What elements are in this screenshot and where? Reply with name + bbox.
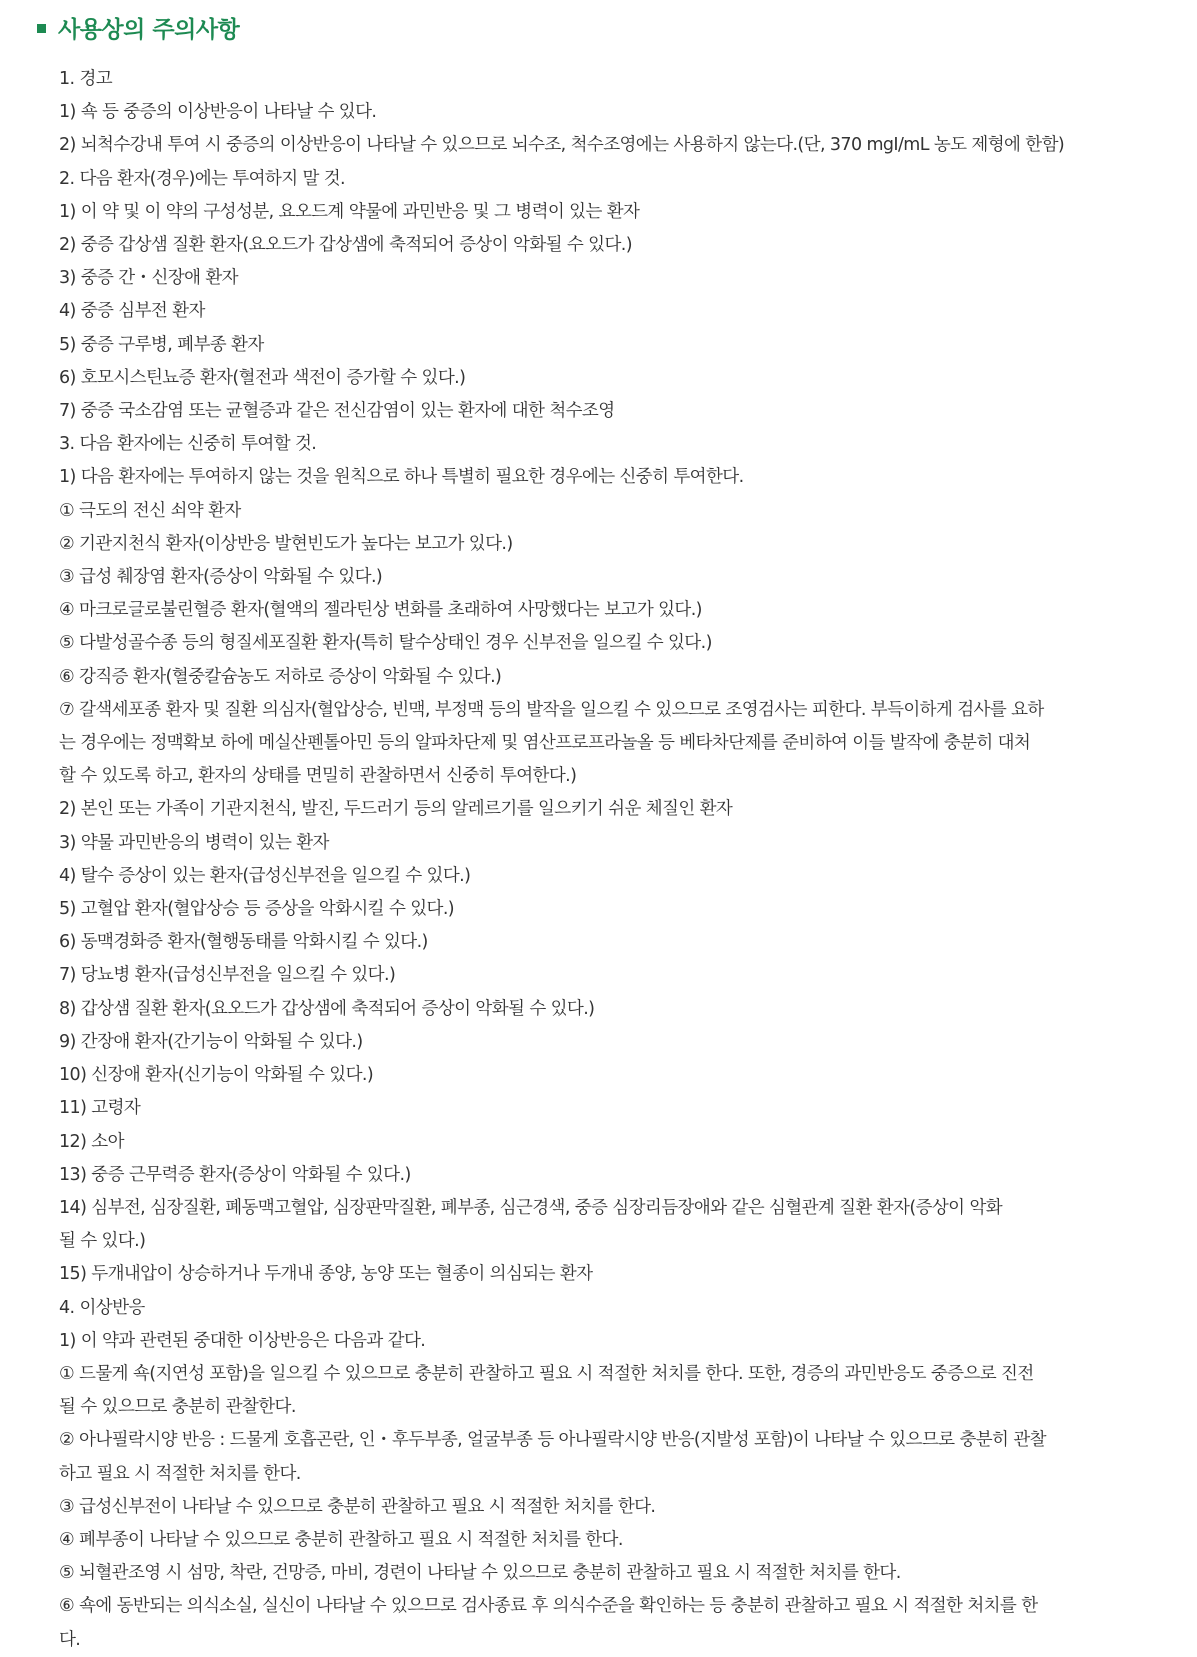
text-line: ③ 급성 췌장염 환자(증상이 악화될 수 있다.): [59, 567, 383, 588]
text-line: 7) 당뇨병 환자(급성신부전을 일으킬 수 있다.): [59, 965, 396, 986]
text-line: 할 수 있도록 하고, 환자의 상태를 면밀히 관찰하면서 신중히 투여한다.): [59, 766, 577, 787]
text-line: ⑦ 갈색세포종 환자 및 질환 의심자(혈압상승, 빈맥, 부정맥 등의 발작을 일으킬 수 있으므로 조영검사는 피한다. 부득이하게 검사를 요하: [59, 699, 1044, 720]
text-line: ⑤ 뇌혈관조영 시 섬망, 착란, 건망증, 마비, 경련이 나타날 수 있으므로 충분히 관찰하고 필요 시 적절한 처치를 한다.: [59, 1563, 901, 1584]
text-line: ⑤ 다발성골수종 등의 형질세포질환 환자(특히 탈수상태인 경우 신부전을 일으킬 수 있다.): [59, 633, 712, 654]
text-line: 11) 고령자: [59, 1098, 141, 1119]
text-line: ⑥ 쇽에 동반되는 의식소실, 실신이 나타날 수 있으므로 검사종료 후 의식수준을 확인하는 등 충분히 관찰하고 필요 시 적절한 처치를 한: [59, 1596, 1038, 1617]
text-line: 1) 다음 환자에는 투여하지 않는 것을 원칙으로 하나 특별히 필요한 경우에는 신중히 투여한다.: [59, 467, 744, 488]
text-line: ① 드물게 쇽(지연성 포함)을 일으킬 수 있으므로 충분히 관찰하고 필요 시 적절한 처치를 한다. 또한, 경증의 과민반응도 중증으로 진전: [59, 1363, 1034, 1384]
text-line: 될 수 있다.): [59, 1231, 146, 1252]
text-line: ② 아나필락시양 반응 : 드물게 호흡곤란, 인・후두부종, 얼굴부종 등 아나필락시양 반응(지발성 포함)이 나타날 수 있으므로 충분히 관찰: [59, 1430, 1046, 1451]
text-line: ④ 폐부종이 나타날 수 있으므로 충분히 관찰하고 필요 시 적절한 처치를 한다.: [59, 1529, 623, 1550]
text-line: 될 수 있으므로 충분히 관찰한다.: [59, 1397, 296, 1418]
text-line: 5) 중증 구루병, 폐부종 환자: [59, 334, 264, 355]
text-line: 는 경우에는 정맥확보 하에 메실산펜톨아민 등의 알파차단제 및 염산프로프라놀올 등 베타차단제를 준비하여 이들 발작에 충분히 대처: [59, 733, 1031, 754]
text-line: 6) 호모시스틴뇨증 환자(혈전과 색전이 증가할 수 있다.): [59, 367, 466, 388]
text-line: 3. 다음 환자에는 신중히 투여할 것.: [59, 434, 317, 455]
text-line: 2) 본인 또는 가족이 기관지천식, 발진, 두드러기 등의 알레르기를 일으키기 쉬운 체질인 환자: [59, 799, 733, 820]
text-line: 다.: [59, 1629, 81, 1650]
text-line: 3) 중증 간・신장애 환자: [59, 268, 238, 289]
text-line: 2) 뇌척수강내 투여 시 중증의 이상반응이 나타날 수 있으므로 뇌수조, 척수조영에는 사용하지 않는다.(단, 370 mgI/mL 농도 제형에 한함): [59, 135, 1065, 156]
text-line: 1) 이 약 및 이 약의 구성성분, 요오드계 약물에 과민반응 및 그 병력이 있는 환자: [59, 201, 640, 222]
text-line: 4. 이상반응: [59, 1297, 145, 1318]
text-line: 1) 이 약과 관련된 중대한 이상반응은 다음과 같다.: [59, 1330, 426, 1351]
text-line: ② 기관지천식 환자(이상반응 발현빈도가 높다는 보고가 있다.): [59, 533, 513, 554]
precautions-body: [59, 63, 1149, 1657]
text-line: 8) 갑상샘 질환 환자(요오드가 갑상샘에 축적되어 증상이 악화될 수 있다.): [59, 998, 595, 1019]
square-bullet-icon: [37, 24, 46, 33]
section-title: 사용상의 주의사항: [58, 16, 240, 43]
text-line: 15) 두개내압이 상승하거나 두개내 종양, 농양 또는 혈종이 의심되는 환자: [59, 1264, 593, 1285]
text-line: 6) 동맥경화증 환자(혈행동태를 악화시킬 수 있다.): [59, 932, 428, 953]
text-line: 9) 간장애 환자(간기능이 악화될 수 있다.): [59, 1031, 363, 1052]
text-line: ③ 급성신부전이 나타날 수 있으므로 충분히 관찰하고 필요 시 적절한 처치를 한다.: [59, 1496, 656, 1517]
text-line: 5) 고혈압 환자(혈압상승 등 증상을 악화시킬 수 있다.): [59, 899, 455, 920]
section-header: [37, 10, 239, 44]
text-line: 4) 탈수 증상이 있는 환자(급성신부전을 일으킬 수 있다.): [59, 865, 471, 886]
text-line: 3) 약물 과민반응의 병력이 있는 환자: [59, 832, 329, 853]
text-line: 하고 필요 시 적절한 처치를 한다.: [59, 1463, 301, 1484]
text-line: ① 극도의 전신 쇠약 환자: [59, 500, 241, 521]
text-line: 4) 중증 심부전 환자: [59, 301, 205, 322]
text-line: 13) 중증 근무력증 환자(증상이 악화될 수 있다.): [59, 1164, 411, 1185]
text-line: 2) 중증 갑상샘 질환 환자(요오드가 갑상샘에 축적되어 증상이 악화될 수 있다.): [59, 235, 632, 256]
text-line: 2. 다음 환자(경우)에는 투여하지 말 것.: [59, 168, 345, 189]
text-line: 14) 심부전, 심장질환, 폐동맥고혈압, 심장판막질환, 폐부종, 심근경색, 중증 심장리듬장애와 같은 심혈관계 질환 환자(증상이 악화: [59, 1197, 1003, 1218]
text-line: 12) 소아: [59, 1131, 124, 1152]
text-line: 1) 쇽 등 중증의 이상반응이 나타날 수 있다.: [59, 102, 377, 123]
text-line: 7) 중증 국소감염 또는 균혈증과 같은 전신감염이 있는 환자에 대한 척수조영: [59, 401, 615, 422]
text-line: 1. 경고: [59, 69, 113, 89]
text-line: 10) 신장애 환자(신기능이 악화될 수 있다.): [59, 1065, 374, 1086]
text-line: ④ 마크로글로불린혈증 환자(혈액의 젤라틴상 변화를 초래하여 사망했다는 보고가 있다.): [59, 600, 702, 621]
text-line: ⑥ 강직증 환자(혈중칼슘농도 저하로 증상이 악화될 수 있다.): [59, 666, 502, 687]
